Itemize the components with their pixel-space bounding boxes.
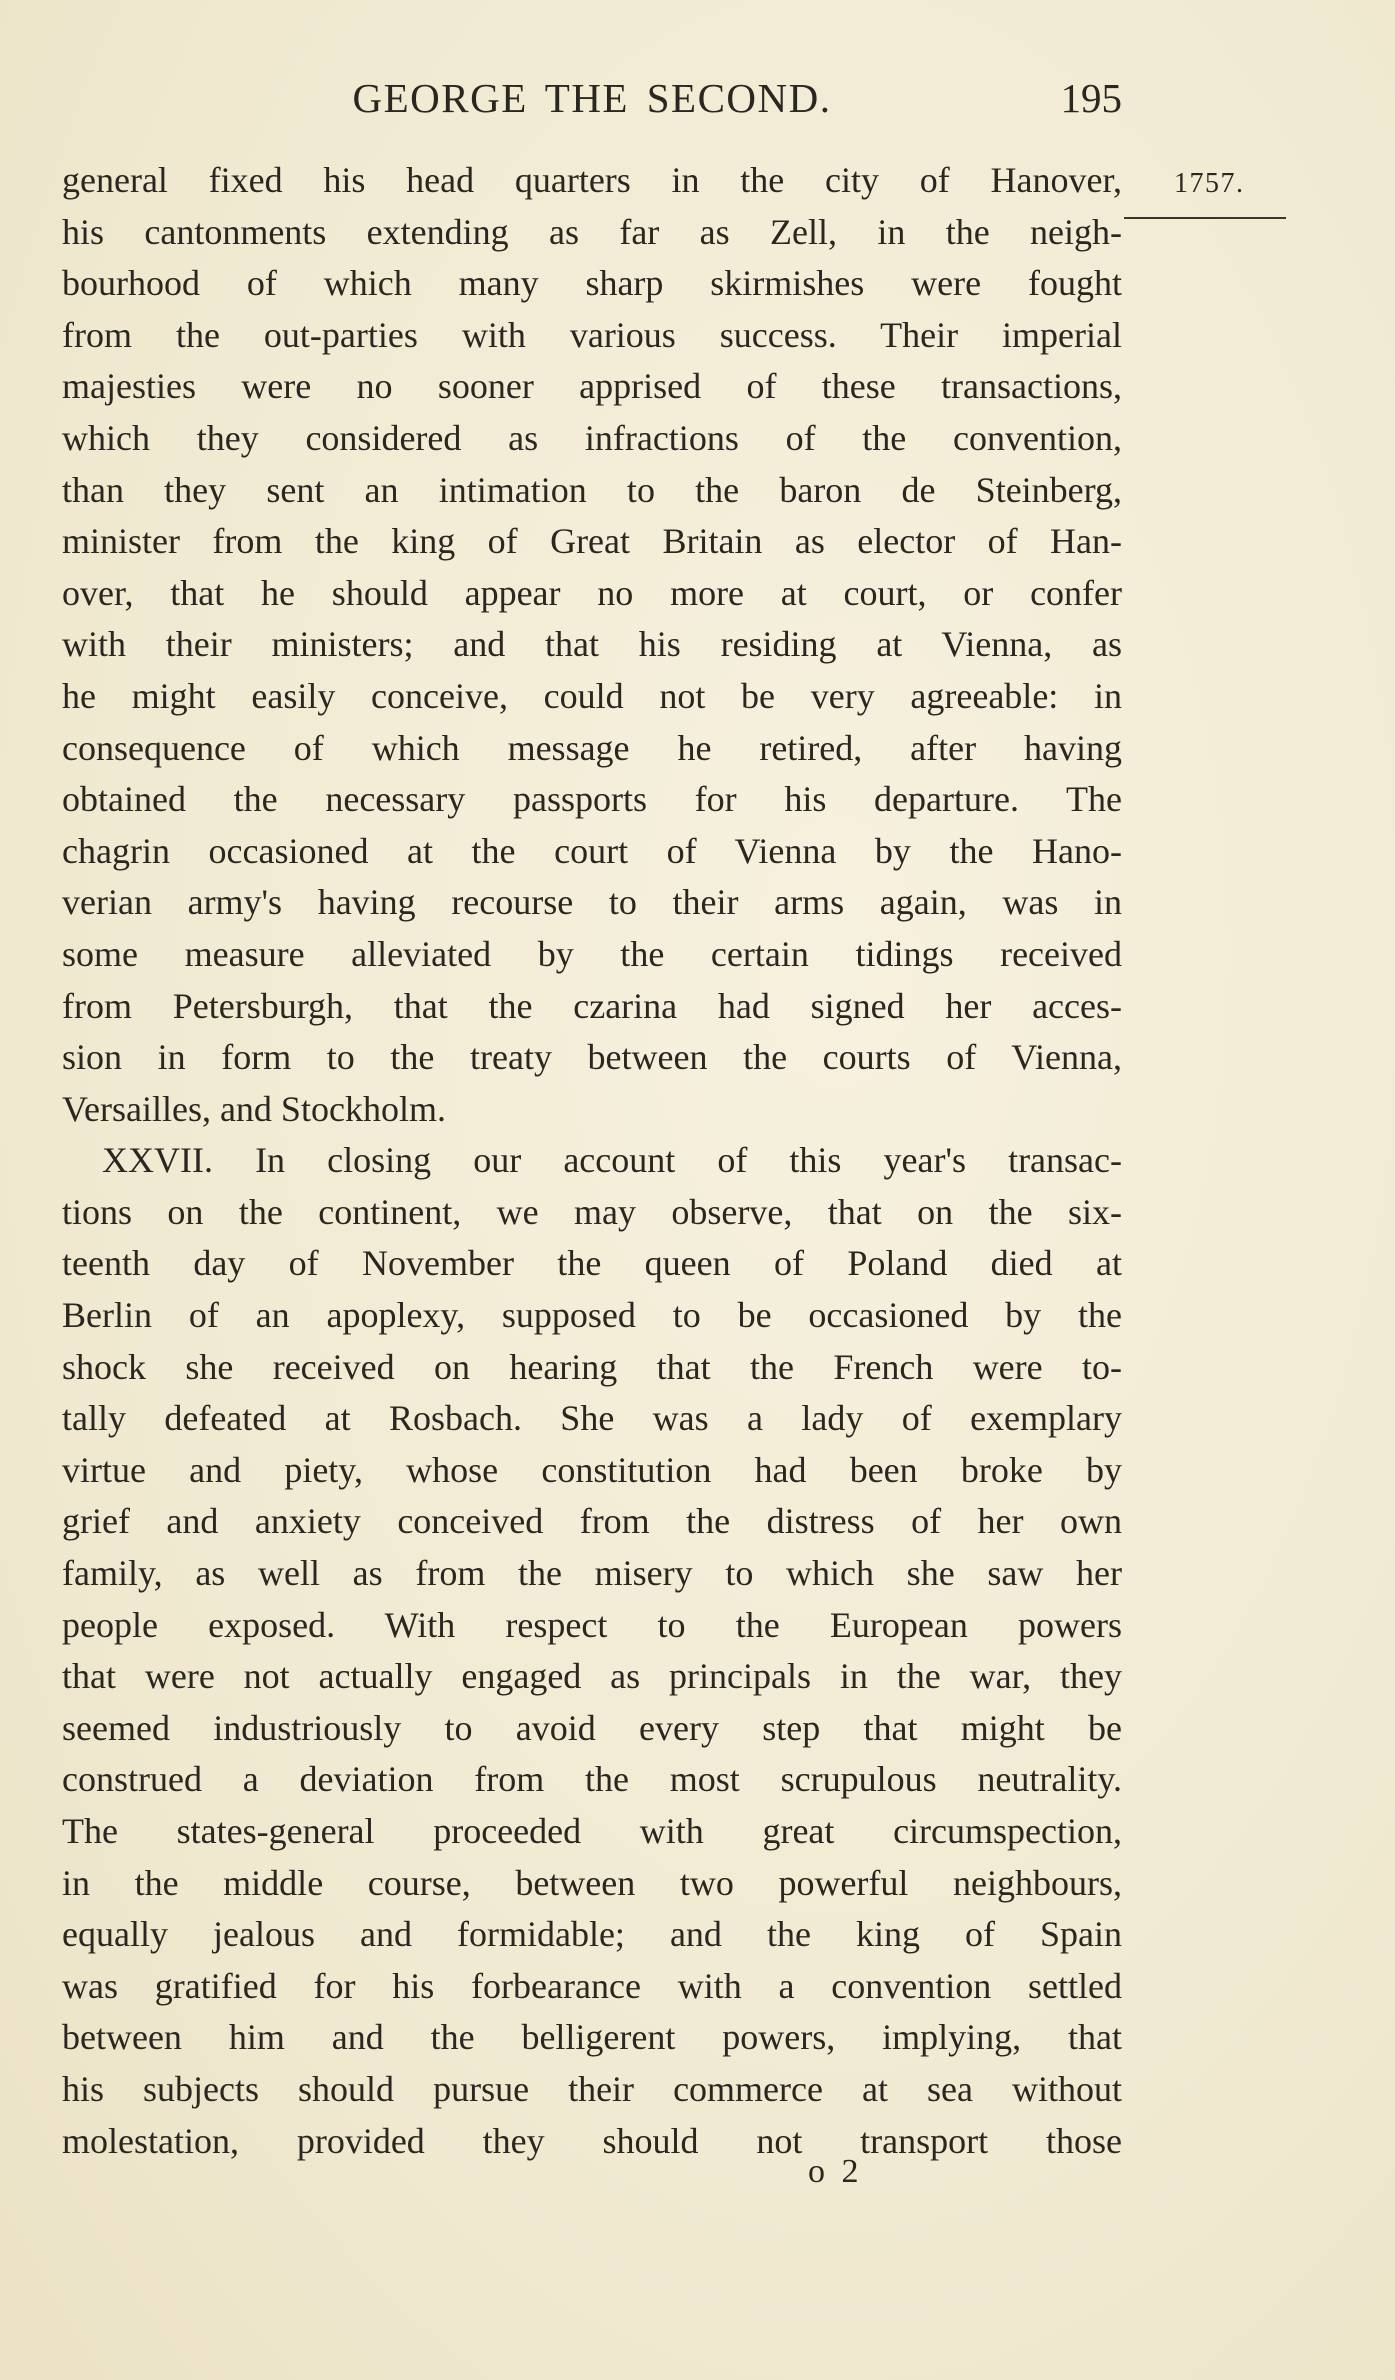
text-line: some measure alleviated by the certain tidings received — [62, 933, 1122, 974]
text-line: general fixed his head quarters in the city of Hanover, — [62, 160, 1122, 200]
signature-mark: o 2 — [808, 2153, 863, 2190]
running-head — [62, 74, 1122, 134]
text-line: bourhood of which many sharp skirmishes were fought — [62, 263, 1122, 304]
text-line: consequence of which message he retired, after having — [62, 727, 1122, 768]
body-text — [62, 155, 1122, 2167]
text-line: chagrin occasioned at the court of Vienna by the Hano- — [62, 830, 1122, 871]
section-heading-line: XXVII. In closing our account of this year's transac- — [102, 1140, 1122, 1181]
text-line: Versailles, and Stockholm. — [62, 1088, 446, 1129]
margin-rule — [1124, 217, 1286, 219]
text-line: The states-general proceeded with great circumspection, — [62, 1811, 1122, 1851]
text-line: tions on the continent, we may observe, that on the six- — [62, 1191, 1122, 1232]
text-line: with their ministers; and that his residing at Vienna, as — [62, 624, 1122, 665]
text-line: molestation, provided they should not transport those — [62, 2120, 1122, 2161]
text-line: verian army's having recourse to their arms again, was in — [62, 882, 1122, 923]
text-line: equally jealous and formidable; and the king of Spain — [62, 1914, 1122, 1955]
text-line: sion in form to the treaty between the courts of Vienna, — [62, 1037, 1122, 1078]
margin-year: 1757. — [1174, 168, 1245, 199]
text-line: in the middle course, between two powerful neighbours, — [62, 1862, 1122, 1903]
text-line: his subjects should pursue their commerce at sea without — [62, 2068, 1122, 2109]
text-line: obtained the necessary passports for his departure. The — [62, 779, 1122, 820]
text-line: majesties were no sooner apprised of these transactions, — [62, 366, 1122, 407]
text-line: minister from the king of Great Britain as elector of Han- — [62, 521, 1122, 562]
text-line: shock she received on hearing that the French were to- — [62, 1346, 1122, 1387]
text-line: from Petersburgh, that the czarina had signed her acces- — [62, 985, 1122, 1026]
text-line: from the out-parties with various success. Their imperial — [62, 314, 1122, 355]
text-line: Berlin of an apoplexy, supposed to be occasioned by the — [62, 1295, 1122, 1336]
text-line: virtue and piety, whose constitution had been broke by — [62, 1449, 1122, 1490]
text-line: grief and anxiety conceived from the distress of her own — [62, 1501, 1122, 1542]
text-line: was gratified for his forbearance with a convention settled — [62, 1965, 1122, 2006]
text-line: he might easily conceive, could not be very agreeable: in — [62, 675, 1122, 716]
text-line: seemed industriously to avoid every step that might be — [62, 1707, 1122, 1748]
text-line: construed a deviation from the most scrupulous neutrality. — [62, 1759, 1122, 1800]
text-line: over, that he should appear no more at court, or confer — [62, 572, 1122, 613]
text-line: between him and the belligerent powers, implying, that — [62, 2017, 1122, 2058]
text-line: that were not actually engaged as principals in the war, they — [62, 1656, 1122, 1697]
text-line: tally defeated at Rosbach. She was a lady of exemplary — [62, 1398, 1122, 1439]
text-line: which they considered as infractions of the convention, — [62, 417, 1122, 458]
text-line: his cantonments extending as far as Zell, in the neigh- — [62, 211, 1122, 252]
text-line: than they sent an intimation to the baron de Steinberg, — [62, 469, 1122, 510]
running-title: GEORGE THE SECOND. — [352, 75, 832, 121]
text-line: family, as well as from the misery to which she saw her — [62, 1553, 1122, 1594]
text-line: teenth day of November the queen of Poland died at — [62, 1243, 1122, 1284]
text-line: people exposed. With respect to the European powers — [62, 1604, 1122, 1645]
page-number: 195 — [1060, 75, 1122, 121]
